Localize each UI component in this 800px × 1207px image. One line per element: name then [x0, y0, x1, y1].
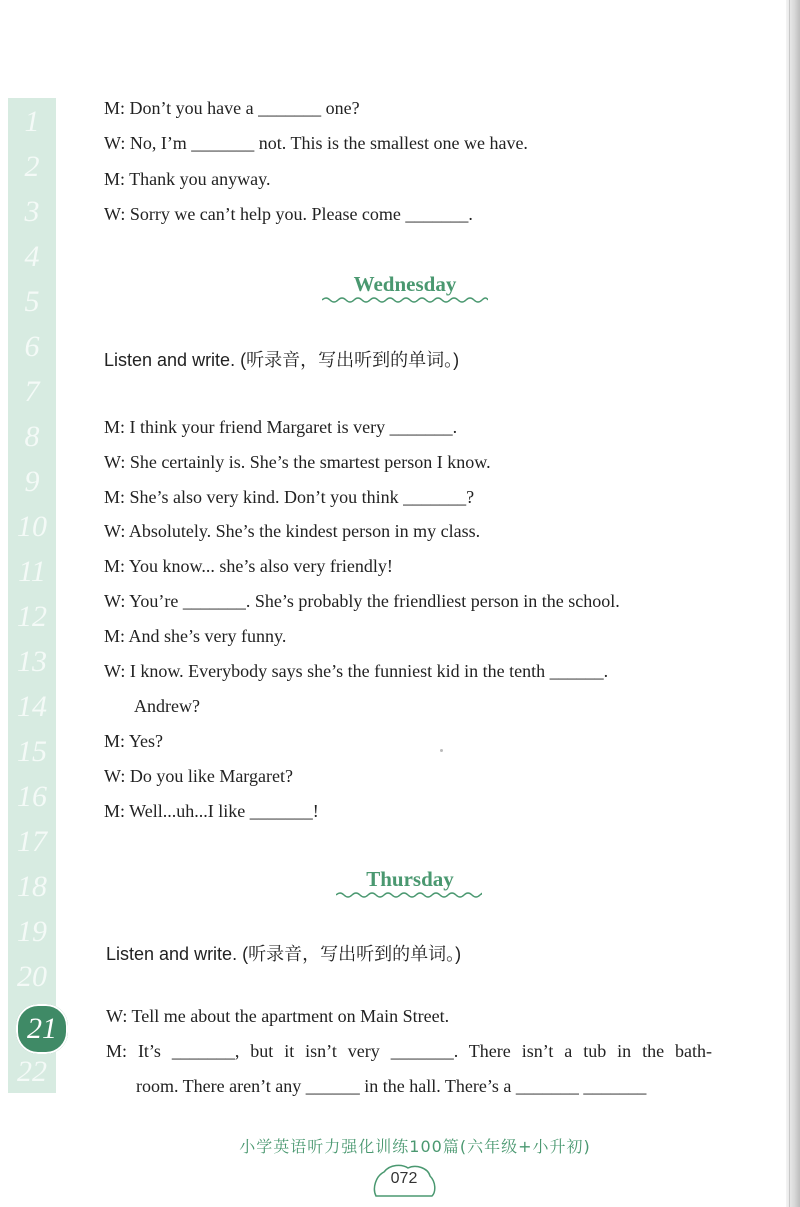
unit-tab-15[interactable]: 15	[17, 735, 47, 768]
dialogue-line: W: Absolutely. She’s the kindest person in my class.	[104, 521, 481, 541]
wave-underline-icon	[336, 891, 482, 899]
dialogue-line: M: Yes?	[104, 731, 164, 751]
unit-tab-16[interactable]: 16	[17, 780, 47, 813]
dialogue-line: M: Don’t you have a _______ one?	[104, 98, 360, 118]
unit-tab-3[interactable]: 3	[24, 195, 40, 228]
unit-tab-7[interactable]: 7	[24, 375, 40, 408]
section-heading-thursday: Thursday	[366, 867, 454, 891]
unit-tab-14[interactable]: 14	[17, 690, 47, 723]
dialogue-line: M: You know... she’s also very friendly!	[104, 556, 393, 576]
unit-tab-20[interactable]: 20	[17, 960, 47, 993]
speck	[440, 749, 443, 752]
unit-tab-17[interactable]: 17	[17, 825, 47, 858]
dialogue-line: M: Thank you anyway.	[104, 169, 271, 189]
dialogue-line-continued: Andrew?	[134, 696, 200, 716]
dialogue-line: M: And she’s very funny.	[104, 626, 287, 646]
unit-tab-10[interactable]: 10	[17, 510, 47, 543]
page-binding-edge	[786, 0, 800, 1207]
dialogue-line-continued: room. There aren’t any ______ in the hall. There’s a _______ _______	[136, 1076, 647, 1096]
unit-tab-11[interactable]: 11	[18, 555, 46, 588]
instruction-thursday: Listen and write. (听录音，写出听到的单词。)	[106, 944, 462, 964]
unit-tab-18[interactable]: 18	[17, 870, 47, 903]
dialogue-line: M: I think your friend Margaret is very _______.	[104, 417, 458, 437]
dialogue-line: M: She’s also very kind. Don’t you think _______?	[104, 487, 475, 507]
unit-tab-4[interactable]: 4	[24, 240, 40, 273]
section-heading-wednesday: Wednesday	[353, 272, 457, 296]
unit-tab-1[interactable]: 1	[24, 105, 40, 138]
dialogue-line: M: It’s _______, but it isn’t very _______. There isn’t a tub in the bath-	[106, 1041, 712, 1061]
unit-tab-22[interactable]: 22	[17, 1055, 47, 1088]
dialogue-line: M: Well...uh...I like _______!	[104, 801, 319, 821]
dialogue-line: W: You’re _______. She’s probably the friendliest person in the school.	[104, 591, 620, 611]
unit-tab-13[interactable]: 13	[17, 645, 47, 678]
unit-tab-21-active[interactable]: 21	[16, 1004, 68, 1054]
dialogue-line: W: Sorry we can’t help you. Please come _______.	[104, 204, 473, 224]
unit-tab-6[interactable]: 6	[24, 330, 40, 363]
dialogue-line: W: I know. Everybody says she’s the funniest kid in the tenth ______.	[104, 661, 609, 681]
dialogue-line: W: Do you like Margaret?	[104, 766, 293, 786]
unit-tab-19[interactable]: 19	[17, 915, 47, 948]
book-title-footer: 小学英语听力强化训练100篇(六年级+小升初)	[239, 1137, 591, 1156]
unit-tab-strip	[8, 98, 56, 1093]
dialogue-line: W: No, I’m _______ not. This is the smallest one we have.	[104, 133, 528, 153]
instruction-wednesday: Listen and write. (听录音，写出听到的单词。)	[104, 350, 460, 370]
unit-tab-2[interactable]: 2	[24, 150, 40, 183]
dialogue-line: W: Tell me about the apartment on Main Street.	[106, 1006, 450, 1026]
wave-underline-icon	[322, 296, 488, 304]
unit-tab-8[interactable]: 8	[24, 420, 40, 453]
unit-tab-5[interactable]: 5	[24, 285, 40, 318]
unit-tab-12[interactable]: 12	[17, 600, 47, 633]
page-number: 072	[390, 1170, 418, 1187]
unit-tab-9[interactable]: 9	[24, 465, 40, 498]
dialogue-line: W: She certainly is. She’s the smartest person I know.	[104, 452, 491, 472]
